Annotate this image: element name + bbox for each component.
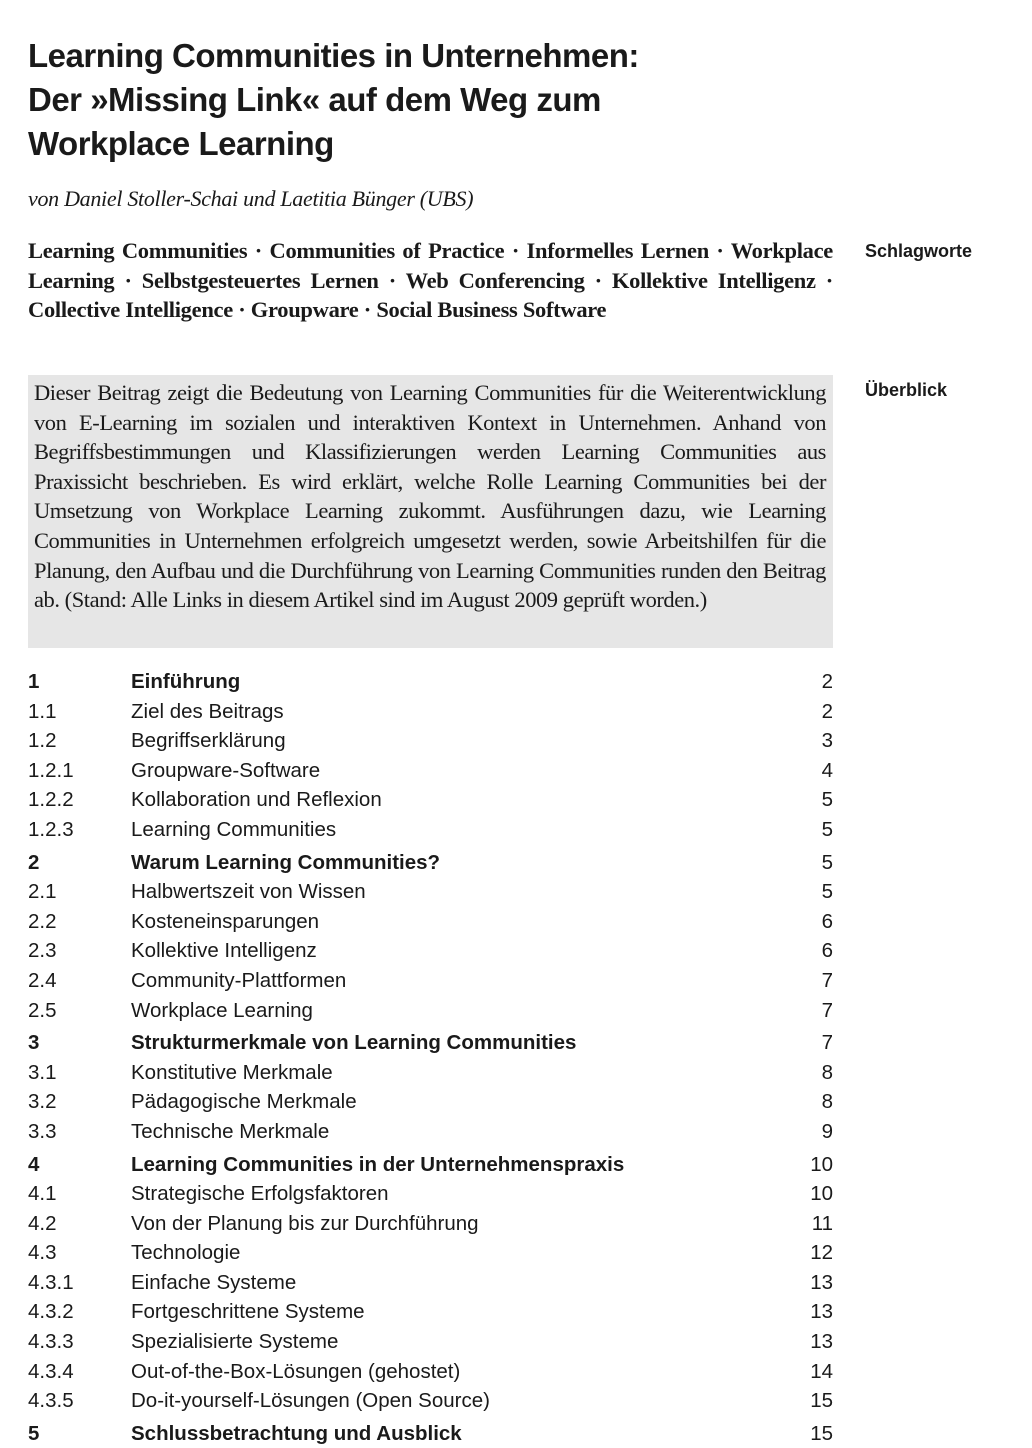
toc-entry-title: Do-it-yourself-Lösungen (Open Source) [131, 1389, 490, 1413]
toc-entry-number: 4.3.2 [28, 1300, 74, 1324]
toc-entry[interactable] [28, 785, 833, 815]
toc-entry-number: 3.3 [28, 1119, 57, 1143]
toc-entry[interactable] [28, 1268, 833, 1298]
toc-entry-number: 1.2.1 [28, 758, 74, 782]
toc-entry-number: 4.3.5 [28, 1389, 74, 1413]
toc-entry-number: 2.2 [28, 909, 57, 933]
toc-entry[interactable] [28, 907, 833, 937]
toc-entry[interactable] [28, 1327, 833, 1357]
toc-entry-page: 15 [810, 1421, 833, 1445]
toc-entry[interactable] [28, 936, 833, 966]
toc-entry-title: Learning Communities in der Unternehmenspraxis [131, 1152, 625, 1176]
toc-entry[interactable] [28, 1357, 833, 1387]
toc-entry-number: 2.1 [28, 880, 57, 904]
toc-entry-page: 8 [821, 1060, 833, 1084]
toc-entry-number: 1.2 [28, 729, 57, 753]
toc-entry-number: 3.2 [28, 1090, 57, 1114]
toc-entry[interactable] [28, 877, 833, 907]
toc-entry[interactable] [28, 1297, 833, 1327]
toc-entry-number: 4.1 [28, 1182, 57, 1206]
table-of-contents [28, 667, 833, 1448]
toc-entry-page: 13 [810, 1270, 833, 1294]
toc-entry[interactable] [28, 1209, 833, 1239]
title-line: Workplace Learning [28, 125, 334, 162]
abstract-box [28, 375, 833, 648]
toc-entry-title: Learning Communities [131, 817, 337, 841]
toc-entry[interactable] [28, 1238, 833, 1268]
toc-entry[interactable] [28, 667, 833, 697]
article-title [28, 34, 828, 166]
toc-entry-number: 4 [28, 1152, 40, 1176]
toc-entry-title: Spezialisierte Systeme [131, 1330, 339, 1354]
toc-entry-number: 5 [28, 1421, 40, 1445]
toc-entry-page: 7 [821, 1031, 833, 1055]
toc-entry-number: 4.3 [28, 1241, 57, 1265]
toc-entry-number: 1.2.3 [28, 817, 74, 841]
toc-entry-page: 6 [821, 909, 833, 933]
toc-entry-title: Konstitutive Merkmale [131, 1060, 333, 1084]
toc-entry-page: 5 [821, 817, 833, 841]
toc-entry-title: Community-Plattformen [131, 968, 347, 992]
toc-entry-title: Ziel des Beitrags [131, 699, 284, 723]
toc-entry[interactable] [28, 1179, 833, 1209]
toc-entry-title: Kosteneinsparungen [131, 909, 320, 933]
toc-entry[interactable] [28, 966, 833, 996]
toc-entry-number: 1.1 [28, 699, 57, 723]
toc-entry-page: 5 [821, 880, 833, 904]
toc-entry[interactable] [28, 1150, 833, 1180]
toc-entry-title: Begriffserklärung [131, 729, 286, 753]
toc-entry-title: Halbwertszeit von Wissen [131, 880, 366, 904]
toc-entry[interactable] [28, 756, 833, 786]
toc-entry-number: 1.2.2 [28, 788, 74, 812]
authors-byline: von Daniel Stoller-Schai und Laetitia Bünger (UBS) [28, 186, 474, 211]
toc-entry-number: 4.2 [28, 1211, 57, 1235]
toc-entry-number: 2 [28, 850, 40, 874]
toc-entry-page: 2 [821, 699, 833, 723]
toc-entry-number: 3 [28, 1031, 40, 1055]
toc-entry[interactable] [28, 1386, 833, 1416]
toc-entry-title: Technische Merkmale [131, 1119, 330, 1143]
toc-entry-number: 4.3.4 [28, 1359, 74, 1383]
toc-entry-page: 10 [810, 1152, 833, 1176]
toc-entry-number: 1 [28, 670, 40, 693]
toc-entry-page: 3 [821, 729, 833, 753]
keywords-label: Schlagworte [865, 241, 973, 261]
toc-entry-page: 10 [810, 1182, 833, 1206]
toc-entry-number: 2.4 [28, 968, 57, 992]
title-line: Der »Missing Link« auf dem Weg zum [28, 81, 601, 118]
toc-entry-title: Warum Learning Communities? [131, 850, 441, 874]
title-line: Learning Communities in Unternehmen: [28, 37, 639, 74]
toc-entry[interactable] [28, 996, 833, 1026]
toc-entry-title: Einfache Systeme [131, 1270, 297, 1294]
toc-entry-title: Workplace Learning [131, 998, 313, 1022]
abstract-text: Dieser Beitrag zeigt die Bedeutung von Learning Communities für die Weiterentwicklung von E-Learning im sozialen und interaktiven Kontext in Unternehmen. Anhand von Begriffsbestimmungen und Klassifizierungen werden Learning Communities aus Praxissicht beschrieben. Es wird erklärt, welche Rolle Learning Communities bei der Umsetzung von Workplace Learning zukommt. Ausführungen dazu, wie Learning Communities in Unternehmen erfolgreich umgesetzt werden, sowie Arbeitshilfen für die Planung, den Aufbau und die Durchführung von Learning Communities runden den Beitrag ab. (Stand: Alle Links in diesem Artikel sind im August 2009 geprüft worden.) [34, 380, 826, 613]
toc-entry-title: Fortgeschrittene Systeme [131, 1300, 365, 1324]
toc-entry[interactable] [28, 726, 833, 756]
abstract-label: Überblick [865, 380, 948, 400]
toc-entry-page: 14 [810, 1359, 833, 1383]
toc-entry-page: 6 [821, 939, 833, 963]
toc-entry-page: 5 [821, 850, 833, 874]
toc-entry-page: 13 [810, 1300, 833, 1324]
toc-entry-number: 4.3.3 [28, 1330, 74, 1354]
toc-entry-title: Strategische Erfolgsfaktoren [131, 1182, 389, 1206]
toc-entry[interactable] [28, 1058, 833, 1088]
toc-entry-title: Von der Planung bis zur Durchführung [131, 1211, 479, 1235]
keywords-text: Learning Communities · Communities of Practice · Informelles Lernen · Workplace Learning · Selbstgesteuertes Lernen · Web Conferencing · Kollektive Intelligenz · Collective Intelligence · Groupware · Social Business Software [28, 238, 833, 322]
toc-entry-page: 11 [811, 1211, 833, 1235]
toc-entry-title: Technologie [131, 1241, 241, 1265]
toc-entry-number: 3.1 [28, 1060, 57, 1084]
toc-entry-title: Kollaboration und Reflexion [131, 788, 382, 812]
toc-entry-title: Schlussbetrachtung und Ausblick [131, 1421, 462, 1445]
toc-entry-page: 12 [810, 1241, 833, 1265]
toc-entry-title: Kollektive Intelligenz [131, 939, 317, 963]
toc-entry-page: 5 [821, 788, 833, 812]
toc-entry-page: 15 [810, 1389, 833, 1413]
toc-entry[interactable] [28, 1419, 833, 1448]
toc-entry-page: 9 [821, 1119, 833, 1143]
toc-entry-page: 7 [821, 998, 833, 1022]
toc-entry-title: Einführung [131, 670, 241, 693]
toc-entry[interactable] [28, 1087, 833, 1117]
toc-entry[interactable] [28, 1117, 833, 1147]
toc-entry-number: 2.3 [28, 939, 57, 963]
toc-entry-number: 4.3.1 [28, 1270, 74, 1294]
toc-entry[interactable] [28, 1028, 833, 1058]
toc-entry-page: 2 [821, 670, 833, 693]
toc-entry-number: 2.5 [28, 998, 57, 1022]
toc-entry-title: Pädagogische Merkmale [131, 1090, 357, 1114]
toc-entry[interactable] [28, 848, 833, 878]
toc-entry-title: Out-of-the-Box-Lösungen (gehostet) [131, 1359, 461, 1383]
toc-entry-page: 7 [821, 968, 833, 992]
toc-entry[interactable] [28, 697, 833, 727]
toc-entry-page: 8 [821, 1090, 833, 1114]
toc-entry-page: 13 [810, 1330, 833, 1354]
toc-entry-title: Groupware-Software [131, 758, 321, 782]
toc-entry-title: Strukturmerkmale von Learning Communities [131, 1031, 577, 1055]
toc-entry[interactable] [28, 815, 833, 845]
toc-entry-page: 4 [821, 758, 833, 782]
